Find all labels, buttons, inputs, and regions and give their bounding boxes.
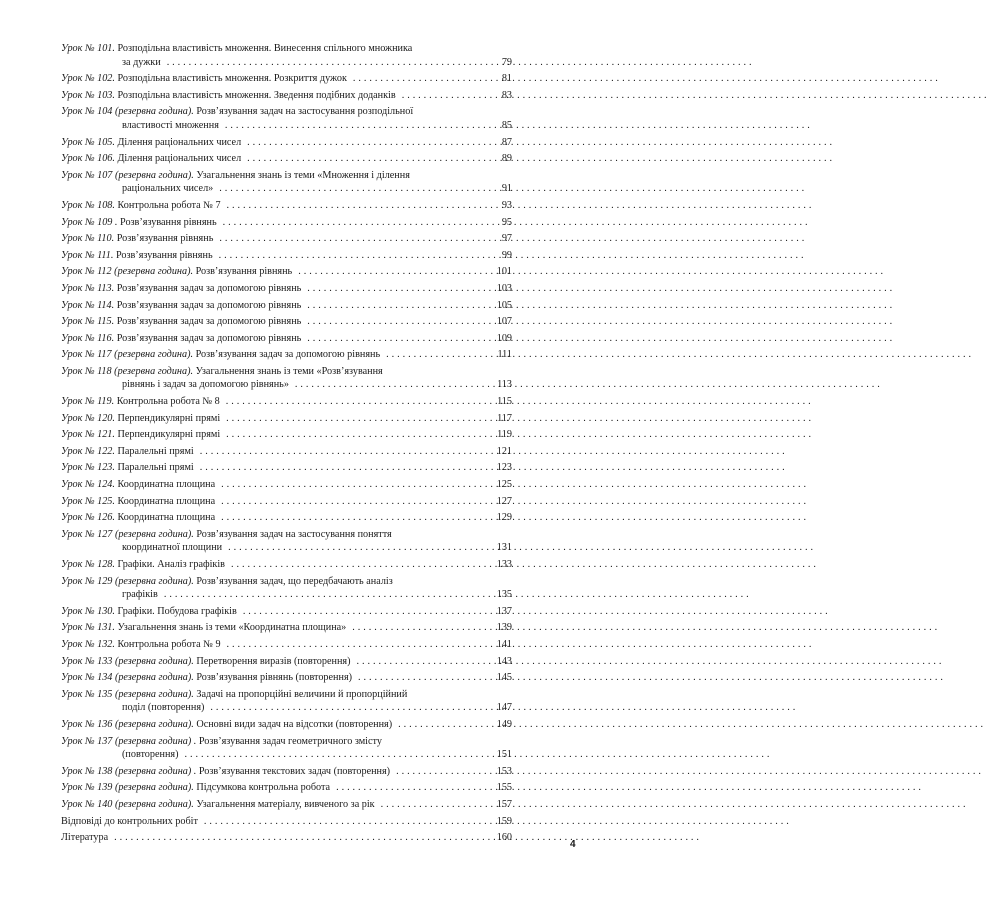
- toc-entry: [61, 511, 512, 525]
- toc-line: [61, 365, 512, 379]
- toc-entry: [61, 815, 512, 829]
- lesson-number: Урок № 111.: [61, 249, 114, 261]
- toc-line: [61, 315, 512, 329]
- page-ref: 105: [496, 299, 512, 311]
- dot-leader: [221, 495, 494, 509]
- lesson-title: Розв’язування задач геометричного змісту: [198, 735, 382, 747]
- toc-entry: [61, 831, 512, 845]
- page-ref: 123: [496, 462, 512, 474]
- lesson-title: Розв’язування рівнянь: [115, 249, 213, 261]
- page-ref: 117: [497, 412, 512, 424]
- page-ref: 157: [496, 798, 512, 810]
- toc-line: [61, 332, 512, 346]
- table-of-contents: [61, 42, 512, 848]
- lesson-title: Перпендикулярні прямі: [117, 429, 221, 441]
- lesson-title: Узагальнення знань із теми «Координатна площина»: [117, 622, 347, 634]
- lesson-title: Розподільна властивість множення. Розкриття дужок: [117, 73, 347, 85]
- page-ref: 145: [496, 672, 512, 684]
- toc-entry: [61, 365, 512, 392]
- toc-line: [61, 282, 512, 296]
- page-ref: 103: [496, 282, 512, 294]
- toc-line: [61, 412, 512, 426]
- page-ref: 87: [501, 136, 512, 148]
- page-ref: 149: [496, 718, 512, 730]
- reserve-hour-note: (резервна година).: [114, 575, 194, 587]
- lesson-number: Урок № 125.: [61, 495, 115, 507]
- toc-line: [61, 72, 512, 86]
- page-ref: 129: [496, 512, 512, 524]
- toc-entry: [61, 495, 512, 509]
- lesson-number: Урок № 118: [61, 365, 112, 377]
- lesson-title: Координатна площина: [117, 479, 216, 491]
- lesson-title: Контрольна робота № 9: [117, 638, 221, 650]
- toc-entry: [61, 348, 512, 362]
- toc-entry: [61, 605, 512, 619]
- lesson-title: раціональних чисел»: [122, 183, 214, 195]
- lesson-number: Урок № 123.: [61, 462, 115, 474]
- lesson-title: Узагальнення знань із теми «Розв’язування: [195, 365, 383, 377]
- lesson-title: Розв’язування рівнянь: [195, 266, 293, 278]
- toc-line: [61, 199, 512, 213]
- dot-leader: [185, 748, 494, 762]
- page-ref: 107: [496, 316, 512, 328]
- reserve-hour-note: (резервна година).: [114, 528, 194, 540]
- toc-line: [61, 216, 512, 230]
- toc-entry: [61, 395, 512, 409]
- dot-leader: [396, 765, 494, 779]
- dot-leader: [210, 701, 493, 715]
- dot-leader: [298, 265, 494, 279]
- lesson-number: Урок № 107: [61, 169, 113, 181]
- dot-leader: [243, 605, 494, 619]
- page-ref: 153: [496, 765, 512, 777]
- page-ref: 155: [496, 782, 512, 794]
- lesson-title: за дужки: [122, 56, 161, 68]
- lesson-title: Ділення раціональних чисел: [117, 153, 242, 165]
- lesson-number: Урок № 103.: [61, 89, 115, 101]
- page-ref: 101: [496, 266, 512, 278]
- toc-entry: [61, 671, 512, 685]
- page-ref: 135: [496, 589, 512, 601]
- lesson-number: Урок № 104: [61, 106, 113, 118]
- page-ref: 139: [496, 622, 512, 634]
- lesson-number: Урок № 133: [61, 655, 113, 667]
- dot-leader: [226, 412, 494, 426]
- lesson-number: Урок № 136: [61, 718, 113, 730]
- toc-line: [61, 638, 512, 652]
- reserve-hour-note: (резервна година).: [114, 798, 194, 810]
- lesson-title: Паралельні прямі: [117, 445, 194, 457]
- toc-line: [61, 765, 512, 779]
- dot-leader: [221, 511, 494, 525]
- lesson-number: Урок № 113.: [61, 282, 115, 294]
- toc-entry: [61, 688, 512, 715]
- page-ref: 159: [496, 815, 512, 827]
- dot-leader: [381, 798, 494, 812]
- toc-entry: [61, 655, 512, 669]
- dot-leader: [356, 655, 493, 669]
- toc-entry: [61, 621, 512, 635]
- lesson-number: Урок № 105.: [61, 136, 115, 148]
- toc-line: [61, 232, 512, 246]
- page-ref: 151: [496, 749, 512, 761]
- toc-line: [61, 781, 512, 795]
- toc-line: [61, 735, 512, 749]
- lesson-number: Урок № 101.: [61, 43, 115, 54]
- dot-leader: [295, 378, 494, 392]
- lesson-number: Урок № 114.: [61, 299, 115, 311]
- toc-line: [61, 798, 512, 812]
- toc-line: [61, 136, 512, 150]
- dot-leader: [402, 89, 499, 103]
- dot-leader: [223, 216, 499, 230]
- lesson-number: Урок № 115.: [61, 316, 115, 328]
- toc-line: [61, 42, 512, 56]
- lesson-number: Урок № 137: [61, 735, 113, 747]
- toc-line: [61, 119, 512, 133]
- page-ref: 115: [497, 396, 512, 408]
- toc-line: [61, 299, 512, 313]
- lesson-title: Узагальнення матеріалу, вивченого за рік: [196, 798, 375, 810]
- page-ref: 81: [501, 73, 512, 85]
- toc-line: [61, 89, 512, 103]
- lesson-title: Розв’язування задач на застосування поняття: [196, 528, 392, 540]
- toc-line: [61, 105, 512, 119]
- dot-leader: [219, 182, 499, 196]
- page-ref: 125: [496, 479, 512, 491]
- toc-line: [61, 395, 512, 409]
- lesson-title: властивості множення: [122, 119, 219, 131]
- lesson-number: Урок № 129: [61, 575, 113, 587]
- lesson-number: Урок № 126.: [61, 512, 115, 524]
- dot-leader: [307, 299, 493, 313]
- page-ref: 137: [496, 605, 512, 617]
- lesson-number: Урок № 109 .: [61, 216, 118, 228]
- lesson-number: Урок № 135: [61, 688, 113, 700]
- lesson-title: Розподільна властивість множення. Винесення спільного множника: [117, 43, 413, 54]
- toc-entry: [61, 765, 512, 779]
- dot-leader: [226, 395, 494, 409]
- lesson-number: Урок № 112: [61, 266, 112, 278]
- toc-entry: [61, 216, 512, 230]
- reserve-hour-note: (резервна година).: [114, 106, 194, 118]
- page-ref: 97: [501, 233, 512, 245]
- toc-entry: [61, 136, 512, 150]
- lesson-title: Розв’язування текстових задач (повторення): [198, 765, 391, 777]
- page-ref: 127: [496, 495, 512, 507]
- toc-entry: [61, 735, 512, 762]
- toc-line: [61, 748, 512, 762]
- toc-entry: [61, 315, 512, 329]
- toc-line: [61, 478, 512, 492]
- toc-entry: [61, 445, 512, 459]
- lesson-number: Урок № 127: [61, 528, 113, 540]
- toc-entry: [61, 232, 512, 246]
- lesson-number: Урок № 124.: [61, 479, 115, 491]
- dot-leader: [307, 332, 493, 346]
- dot-leader: [398, 718, 494, 732]
- dot-leader: [167, 56, 499, 70]
- page-ref: 121: [496, 445, 512, 457]
- dot-leader: [164, 588, 494, 602]
- dot-leader: [200, 445, 494, 459]
- page-ref: 99: [501, 249, 512, 261]
- dot-leader: [204, 815, 494, 829]
- page-ref: 89: [501, 153, 512, 165]
- page-ref: 141: [496, 638, 512, 650]
- toc-line: [61, 265, 512, 279]
- page-number: 4: [570, 839, 576, 850]
- lesson-title: Розв’язування задач за допомогою рівнянь: [116, 332, 302, 344]
- toc-entry: [61, 412, 512, 426]
- page-ref: 93: [501, 199, 512, 211]
- lesson-title: Графіки. Аналіз графіків: [117, 559, 225, 570]
- lesson-number: Урок № 134: [61, 672, 113, 684]
- page-ref: 79: [501, 56, 512, 68]
- lesson-title: Перетворення виразів (повторення): [196, 655, 351, 667]
- page-ref: 131: [496, 542, 512, 554]
- page-ref: 85: [501, 119, 512, 131]
- reserve-hour-note: (резервна година).: [114, 266, 194, 278]
- toc-entry: [61, 265, 512, 279]
- dot-leader: [307, 315, 493, 329]
- lesson-title: Розв’язування рівнянь: [120, 216, 217, 228]
- reserve-hour-note: (резервна година).: [114, 365, 194, 377]
- toc-entry: [61, 105, 512, 132]
- lesson-number: Урок № 131.: [61, 622, 115, 634]
- lesson-title: Розв’язування рівнянь (повторення): [196, 672, 353, 684]
- toc-line: [61, 541, 512, 555]
- lesson-number: Урок № 110.: [61, 233, 115, 245]
- page-ref: 133: [496, 559, 512, 570]
- toc-line: [61, 378, 512, 392]
- toc-line: [61, 249, 512, 263]
- toc-entry: [61, 299, 512, 313]
- dot-leader: [231, 558, 494, 572]
- dot-leader: [221, 478, 494, 492]
- lesson-title: Розв’язування рівнянь: [116, 233, 214, 245]
- lesson-title: рівнянь і задач за допомогою рівнянь»: [122, 379, 289, 391]
- reserve-hour-note: (резервна година).: [114, 718, 194, 730]
- lesson-number: Урок № 106.: [61, 153, 115, 165]
- toc-line: [61, 655, 512, 669]
- reserve-hour-note: (резервна година).: [114, 782, 194, 794]
- toc-line: [61, 701, 512, 715]
- page-ref: 147: [496, 702, 512, 714]
- toc-line: [61, 495, 512, 509]
- lesson-title: Координатна площина: [117, 512, 216, 524]
- toc-entry: [61, 428, 512, 442]
- toc-entry: [61, 169, 512, 196]
- toc-entry: [61, 249, 512, 263]
- toc-line: [61, 575, 512, 589]
- toc-entry: [61, 42, 512, 69]
- lesson-title: координатної площини: [122, 542, 223, 554]
- dot-leader: [227, 638, 494, 652]
- toc-line: [61, 169, 512, 183]
- lesson-title: Узагальнення знань із теми «Множення і ділення: [196, 169, 410, 181]
- lesson-title: (повторення): [122, 749, 179, 761]
- lesson-number: Урок № 138: [61, 765, 113, 777]
- lesson-title: Паралельні прямі: [117, 462, 194, 474]
- lesson-number: Урок № 108.: [61, 199, 115, 211]
- toc-entry: [61, 152, 512, 166]
- dot-leader: [228, 541, 494, 555]
- page-ref: 113: [497, 379, 512, 391]
- toc-entry: [61, 199, 512, 213]
- reserve-hour-note: (резервна година).: [114, 655, 194, 667]
- lesson-number: Урок № 140: [61, 798, 113, 810]
- lesson-number: Урок № 121.: [61, 429, 115, 441]
- toc-entry: [61, 89, 512, 103]
- toc-entry: [61, 332, 512, 346]
- page-ref: 91: [501, 183, 512, 195]
- dot-leader: [200, 461, 494, 475]
- toc-line: [61, 182, 512, 196]
- toc-line: [61, 831, 512, 845]
- toc-entry: [61, 282, 512, 296]
- dot-leader: [336, 781, 494, 795]
- lesson-title: Розв’язування задач за допомогою рівнянь: [116, 316, 302, 328]
- reserve-hour-note: (резервна година).: [114, 169, 194, 181]
- toc-entry: [61, 478, 512, 492]
- lesson-title: Графіки. Побудова графіків: [117, 605, 237, 617]
- lesson-title: Перпендикулярні прямі: [117, 412, 221, 424]
- dot-leader: [114, 831, 494, 845]
- toc-line: [61, 348, 512, 362]
- page-ref: 160: [496, 832, 512, 844]
- toc-line: [61, 56, 512, 70]
- dot-leader: [225, 119, 499, 133]
- toc-line: [61, 815, 512, 829]
- reserve-hour-note: (резервна година).: [114, 672, 194, 684]
- lesson-number: Урок № 120.: [61, 412, 115, 424]
- lesson-number: Урок № 102.: [61, 73, 115, 85]
- lesson-number: Урок № 119.: [61, 396, 115, 408]
- lesson-title: графіків: [122, 589, 158, 601]
- lesson-title: Розв’язування задач за допомогою рівнянь: [195, 349, 381, 361]
- lesson-title: Розподільна властивість множення. Зведення подібних доданків: [117, 89, 396, 101]
- lesson-title: Задачі на пропорційні величини й пропорційний: [196, 688, 408, 700]
- page-ref: 95: [501, 216, 512, 228]
- toc-line: [61, 671, 512, 685]
- toc-line: [61, 528, 512, 542]
- lesson-number: Урок № 130.: [61, 605, 115, 617]
- lesson-number: Урок № 128.: [61, 559, 115, 570]
- toc-entry: [61, 461, 512, 475]
- lesson-title: Підсумкова контрольна робота: [196, 782, 331, 794]
- toc-line: [61, 445, 512, 459]
- lesson-title: Координатна площина: [117, 495, 216, 507]
- toc-line: [61, 558, 512, 572]
- lesson-number: Урок № 116.: [61, 332, 115, 344]
- lesson-title: Розв’язування задач, що передбачають аналіз: [196, 575, 393, 587]
- lesson-number: Урок № 122.: [61, 445, 115, 457]
- reserve-hour-note: (резервна година).: [114, 349, 194, 361]
- lesson-title: поділ (повторення): [122, 702, 205, 714]
- toc-entry: [61, 638, 512, 652]
- lesson-title: Розв’язування задач за допомогою рівнянь: [116, 282, 302, 294]
- toc-entry: [61, 528, 512, 555]
- reserve-hour-note: (резервна година).: [114, 688, 194, 700]
- toc-entry: [61, 72, 512, 86]
- toc-line: [61, 621, 512, 635]
- page-ref: 109: [496, 332, 512, 344]
- lesson-title: Ділення раціональних чисел: [117, 136, 242, 148]
- dot-leader: [307, 282, 493, 296]
- toc-entry: [61, 798, 512, 812]
- reserve-hour-note: (резервна година) .: [114, 765, 197, 777]
- toc-line: [61, 428, 512, 442]
- lesson-title: Розв’язування задач на застосування розподільної: [196, 106, 414, 118]
- lesson-title: Література: [61, 832, 109, 844]
- dot-leader: [386, 348, 494, 362]
- toc-line: [61, 588, 512, 602]
- page-ref: 143: [496, 655, 512, 667]
- dot-leader: [247, 152, 499, 166]
- toc-line: [61, 152, 512, 166]
- lesson-title: Відповіді до контрольних робіт: [61, 815, 198, 827]
- toc-entry: [61, 575, 512, 602]
- reserve-hour-note: (резервна година) .: [114, 735, 197, 747]
- page-ref: 119: [497, 429, 512, 441]
- dot-leader: [219, 249, 499, 263]
- toc-line: [61, 511, 512, 525]
- toc-line: [61, 461, 512, 475]
- lesson-title: Основні види задач на відсотки (повторення): [196, 718, 393, 730]
- dot-leader: [226, 428, 494, 442]
- page-ref: 83: [501, 89, 512, 101]
- lesson-title: Контрольна робота № 7: [117, 199, 221, 211]
- dot-leader: [353, 72, 499, 86]
- lesson-number: Урок № 139: [61, 782, 113, 794]
- toc-line: [61, 688, 512, 702]
- dot-leader: [358, 671, 494, 685]
- toc-entry: [61, 558, 512, 572]
- lesson-number: Урок № 132.: [61, 638, 115, 650]
- lesson-title: Розв’язування задач за допомогою рівнянь: [116, 299, 302, 311]
- dot-leader: [352, 621, 493, 635]
- toc-entry: [61, 718, 512, 732]
- dot-leader: [247, 136, 499, 150]
- toc-line: [61, 718, 512, 732]
- dot-leader: [227, 199, 499, 213]
- toc-entry: [61, 781, 512, 795]
- toc-line: [61, 605, 512, 619]
- lesson-title: Контрольна робота № 8: [116, 396, 220, 408]
- dot-leader: [219, 232, 498, 246]
- lesson-number: Урок № 117: [61, 349, 112, 361]
- page-ref: 111: [497, 349, 512, 361]
